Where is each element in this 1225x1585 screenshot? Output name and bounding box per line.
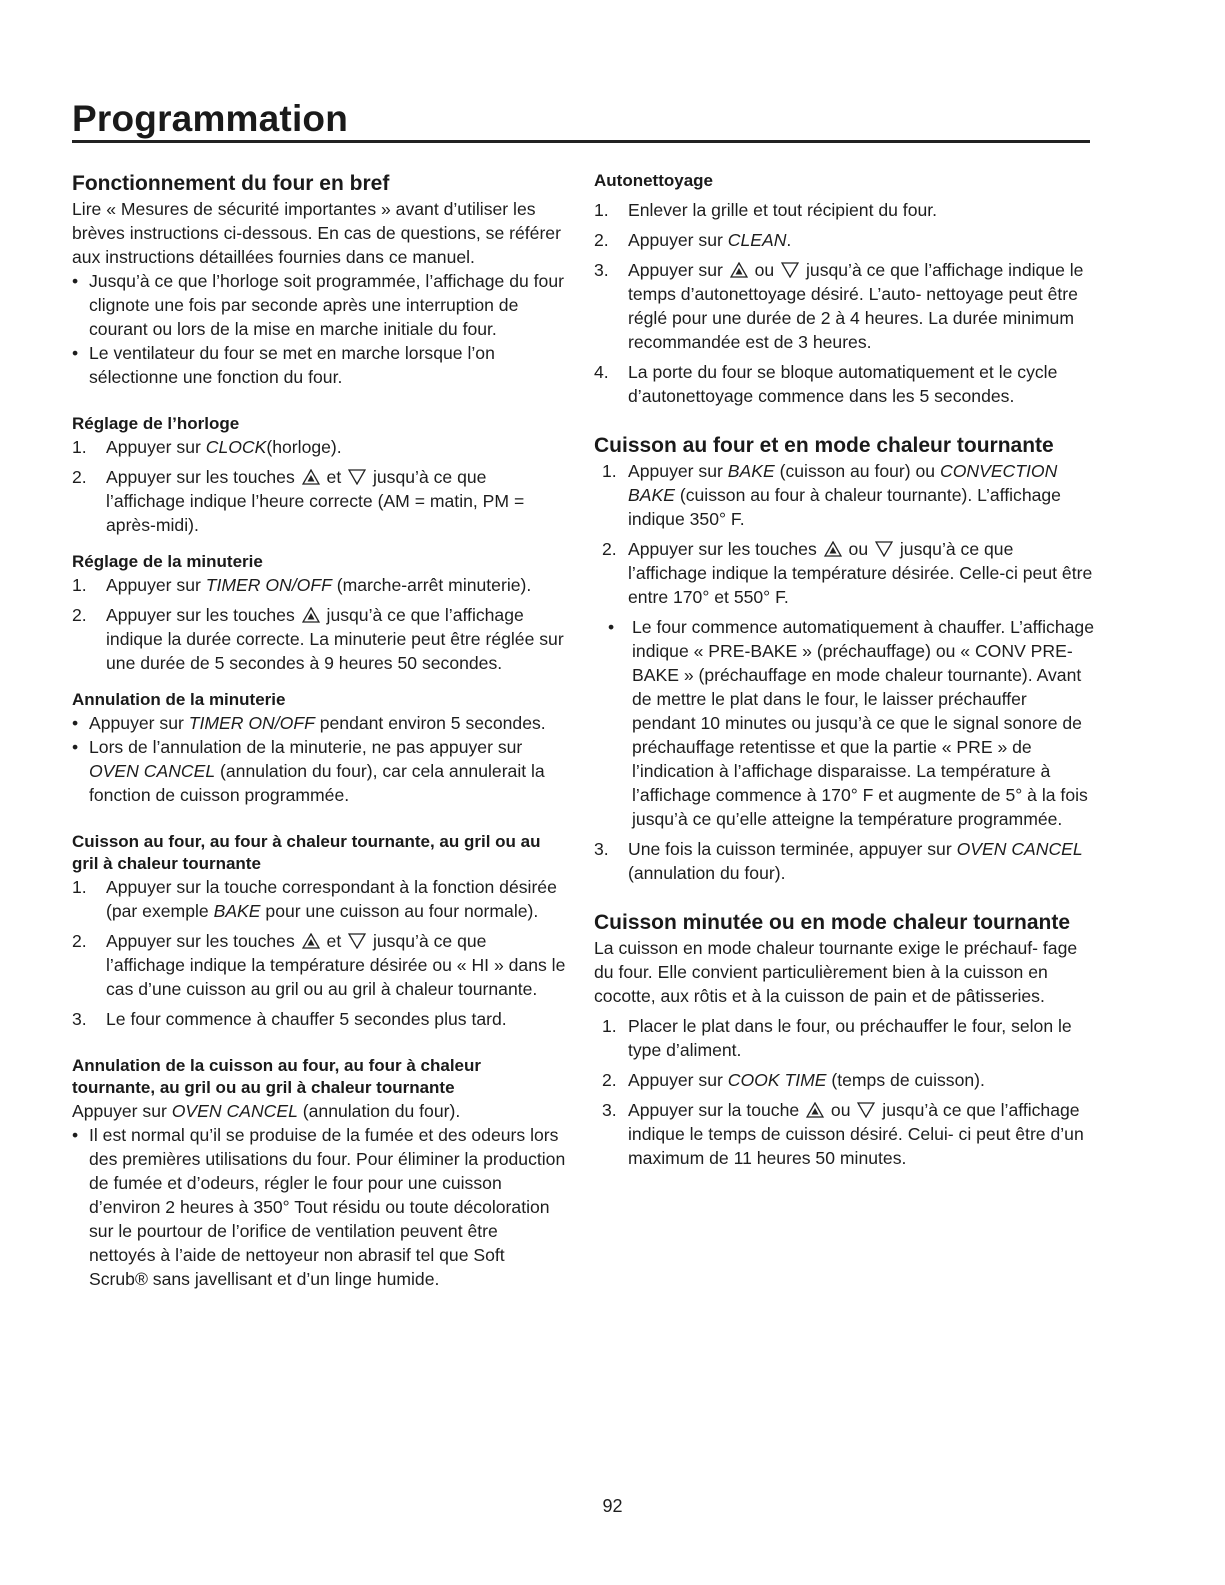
arrow-up-icon <box>806 1102 824 1118</box>
list-item: 1. Appuyer sur TIMER ON/OFF (marche-arrêt minuterie). <box>72 575 532 595</box>
list-item: 2. Appuyer sur les touches ou jusqu’à ce que l’affichage indique la température désirée. Celle-ci peut être entre 170° et 550° F. <box>602 539 1093 607</box>
title-rule <box>72 140 1090 143</box>
arrow-down-icon <box>348 469 366 485</box>
section-heading-overview: Fonctionnement du four en bref <box>72 172 390 195</box>
arrow-down-icon <box>348 933 366 949</box>
list-item: 3. Une fois la cuisson terminée, appuyer sur OVEN CANCEL (annulation du four). <box>594 839 1083 883</box>
list-item: 1. Appuyer sur CLOCK(horloge). <box>72 437 342 457</box>
subheading-bake: Cuisson au four, au four à chaleur tournante, au gril ou au gril à chaleur tournante <box>72 832 541 873</box>
list-item: 2. Appuyer sur COOK TIME (temps de cuisson). <box>602 1070 985 1090</box>
section-heading-convection: Cuisson au four et en mode chaleur tournante <box>594 434 1054 457</box>
list-item: 2. Appuyer sur CLEAN. <box>594 230 792 250</box>
list-item: • Jusqu’à ce que l’horloge soit programmée, l’affichage du four clignote une fois par seconde après une interruption de courant ou lors de la mise en marche initiale du four. <box>72 271 564 339</box>
list-item: • Il est normal qu’il se produise de la fumée et des odeurs lors des premières utilisations du four. Pour éliminer la production de fumée et d’odeurs, régler le four pour une cuisson d’environ 2 heures à 350° Tout résidu ou toute décoloration sur le pourtour de l’orifice de ventilation peuvent être nettoyés à l’aide de nettoyeur non abrasif tel que Soft Scrub® sans javellisant et d’un linge humide. <box>72 1125 566 1289</box>
list-item: 1. Enlever la grille et tout récipient du four. <box>594 200 938 220</box>
section-heading-timed: Cuisson minutée ou en mode chaleur tournante <box>594 911 1071 934</box>
right-column <box>594 170 1094 1170</box>
timed-text: La cuisson en mode chaleur tournante exige le préchauf- fage du four. Elle convient particulièrement bien à la cuisson en cocotte, aux rôtis et à la cuisson de pain et de pâtisseries. <box>594 938 1078 1006</box>
bake-cancel-text: Appuyer sur OVEN CANCEL (annulation du four). <box>72 1101 461 1121</box>
page-number: 92 <box>602 1496 623 1516</box>
arrow-up-icon <box>302 469 320 485</box>
subheading-timer: Réglage de la minuterie <box>72 552 263 571</box>
page-title: Programmation <box>72 98 349 139</box>
arrow-down-icon <box>781 262 799 278</box>
overview-text: Lire « Mesures de sécurité importantes » avant d’utiliser les brèves instructions ci-dessous. En cas de questions, se référer aux instructions détaillées fournies dans ce manuel. <box>72 199 561 267</box>
list-item: 3. Appuyer sur ou jusqu’à ce que l’affichage indique le temps d’autonettoyage désiré. L’auto- nettoyage peut être réglé pour une durée de 2 à 4 heures. La durée minimum recommandée est de 3 heures. <box>594 260 1084 352</box>
subheading-clock: Réglage de l’horloge <box>72 414 240 433</box>
list-item: 2. Appuyer sur les touches et jusqu’à ce que l’affichage indique l’heure correcte (AM = matin, PM = après-midi). <box>72 467 525 535</box>
arrow-up-icon <box>302 933 320 949</box>
list-item: 1. Appuyer sur BAKE (cuisson au four) ou CONVECTION BAKE (cuisson au four à chaleur tournante). L’affichage indique 350° F. <box>602 461 1061 529</box>
arrow-down-icon <box>875 541 893 557</box>
arrow-down-icon <box>857 1102 875 1118</box>
subheading-selfclean: Autonettoyage <box>594 171 713 190</box>
list-item: 1. Appuyer sur la touche correspondant à la fonction désirée (par exemple BAKE pour une cuisson au four normale). <box>72 877 557 921</box>
list-item: 3. Appuyer sur la touche ou jusqu’à ce que l’affichage indique le temps de cuisson désiré. Celui- ci peut être d’un maximum de 11 heures 50 minutes. <box>602 1100 1084 1168</box>
list-item: 2. Appuyer sur les touches et jusqu’à ce que l’affichage indique la température désirée ou « HI » dans le cas d’une cuisson au gril ou au gril à chaleur tournante. <box>72 931 566 999</box>
list-item: 3. Le four commence à chauffer 5 secondes plus tard. <box>72 1009 507 1029</box>
arrow-up-icon <box>824 541 842 557</box>
list-item: • Le ventilateur du four se met en marche lorsque l’on sélectionne une fonction du four. <box>72 343 495 387</box>
arrow-up-icon <box>730 262 748 278</box>
left-column <box>72 170 568 1291</box>
list-item: • Le four commence automatiquement à chauffer. L’affichage indique « PRE-BAKE » (préchauffage) ou « CONV PRE-BAKE » (préchauffage en mode chaleur tournante). Avant de mettre le plat dans le four, le laisser préchauffer pendant 10 minutes ou jusqu’à ce que le signal sonore de préchauffage retentisse et que la partie « PRE » de l’indication à l’affichage disparaisse. La température à l’affichage commence à 170° F et augmente de 5° à la fois jusqu’à ce qu’elle atteigne la température programmée. <box>608 617 1094 829</box>
subheading-bake-cancel: Annulation de la cuisson au four, au four à chaleur tournante, au gril ou au gril à chaleur tournante <box>72 1056 482 1097</box>
list-item: • Lors de l’annulation de la minuterie, ne pas appuyer sur OVEN CANCEL (annulation du four), car cela annulerait la fonction de cuisson programmée. <box>72 737 545 805</box>
subheading-timer-cancel: Annulation de la minuterie <box>72 690 286 709</box>
list-item: 2. Appuyer sur les touches jusqu’à ce que l’affichage indique la durée correcte. La minuterie peut être réglée sur une durée de 5 secondes à 9 heures 50 secondes. <box>72 605 564 673</box>
list-item: 1. Placer le plat dans le four, ou préchauffer le four, selon le type d’aliment. <box>602 1016 1072 1060</box>
arrow-up-icon <box>302 607 320 623</box>
list-item: 4. La porte du four se bloque automatiquement et le cycle d’autonettoyage commence dans les 5 secondes. <box>594 362 1058 406</box>
list-item: • Appuyer sur TIMER ON/OFF pendant environ 5 secondes. <box>72 713 546 733</box>
